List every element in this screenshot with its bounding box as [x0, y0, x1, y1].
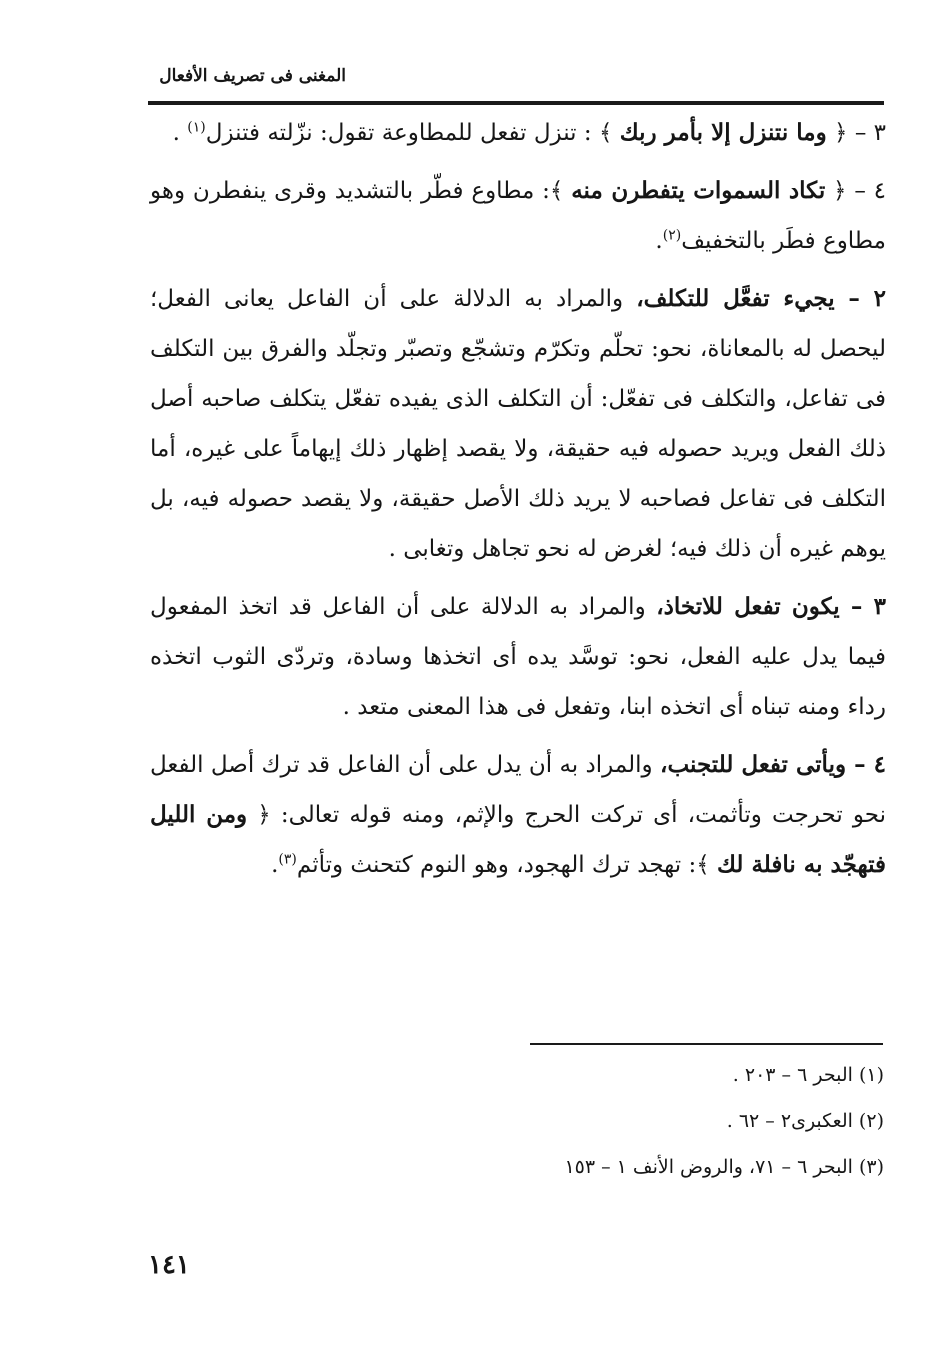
footnote-2: (٢) العكبرى٢ – ٦٢ . [726, 1110, 884, 1132]
paragraph-4: ٣ – يكون تفعل للاتخاذ، والمراد به الدلالة على أن الفاعل قد اتخذ المفعول فيما يدل عليه الفعل، نحو: توسَّد يده أى اتخذها وسادة، وتردّى الثوب اتخذه رداء ومنه تبناه أى اتخذه ابنا، وتفعل فى هذا المعنى متعد . [150, 593, 886, 720]
paragraph-5: ٤ – ويأتى تفعل للتجنب، والمراد به أن يدل على أن الفاعل قد ترك أصل الفعل نحو تحرجت وتأثمت، أى تركت الحرج والإثم، ومنه قوله تعالى: ﴿ ومن الليل فتهجّد به نافلة لك ﴾: تهجد ترك الهجود، وهو النوم كتحنث وتأثم$^{(٣)}$. [150, 751, 887, 878]
footnote-ref-2: (٢) [662, 227, 682, 244]
running-header: المغنى فى تصريف الأفعال [159, 66, 346, 86]
quran-verse: ومن الليل فتهجّد به نافلة لك [150, 801, 886, 878]
paragraph-1: ٣ – ﴿ وما نتنزل إلا بأمر ربك ﴾ : تنزل تفعل للمطاوعة تقول: نزّلته فتنزل$^{(١)}$ . [172, 119, 886, 146]
footnote-ref-3: (٣) [278, 851, 297, 868]
footnote-ref-1: (١) [187, 119, 206, 136]
footnotes [150, 1052, 884, 1190]
quran-verse: تكاد السموات يتفطرن منه [571, 177, 826, 204]
footnote-3: (٣) البحر ٦ – ٧١، والروض الأنف ١ – ١٥٣ [564, 1156, 884, 1178]
footnote-1: (١) البحر ٦ – ٢٠٣ . [732, 1064, 884, 1086]
paragraph-2: ٤ – ﴿ تكاد السموات يتفطرن منه ﴾: مطاوع فطّر بالتشديد وقرى ينفطرن وهو مطاوع فطَر بالتخفيف$^{(٢)}$. [150, 177, 886, 254]
page-body [150, 108, 886, 898]
paragraph-3: ٢ – يجيء تفعَّل للتكلف، والمراد به الدلالة على أن الفاعل يعانى الفعل؛ ليحصل له بالمعاناة، نحو: تحلّم وتكرّم وتشجّع وتصبّر وتجلّد والفرق بين التكلف فى تفاعل، والتكلف فى تفعّل: أن التكلف الذى يفيده تفعّل يتكلف صاحبه أصل ذلك الفعل ويريد حصوله فيه حقيقة، ولا يقصد إظهار ذلك إيهاماً على غيره، أما التكلف فى تفاعل فصاحبه لا يريد ذلك الأصل حقيقة، ولا يقصد حصوله فيه، بل يوهم غيره أن ذلك فيه؛ لغرض له نحو تجاهل وتغابى . [150, 285, 886, 562]
quran-verse: وما نتنزل إلا بأمر ربك [619, 119, 827, 146]
section-heading: ٤ – ويأتى تفعل للتجنب، [660, 751, 887, 778]
section-heading: ٣ – يكون تفعل للاتخاذ، [656, 593, 886, 620]
page-number: ١٤١ [148, 1250, 190, 1280]
section-heading: ٢ – يجيء تفعَّل للتكلف، [636, 285, 886, 312]
header-rule [148, 101, 884, 105]
footnote-rule [530, 1043, 883, 1045]
